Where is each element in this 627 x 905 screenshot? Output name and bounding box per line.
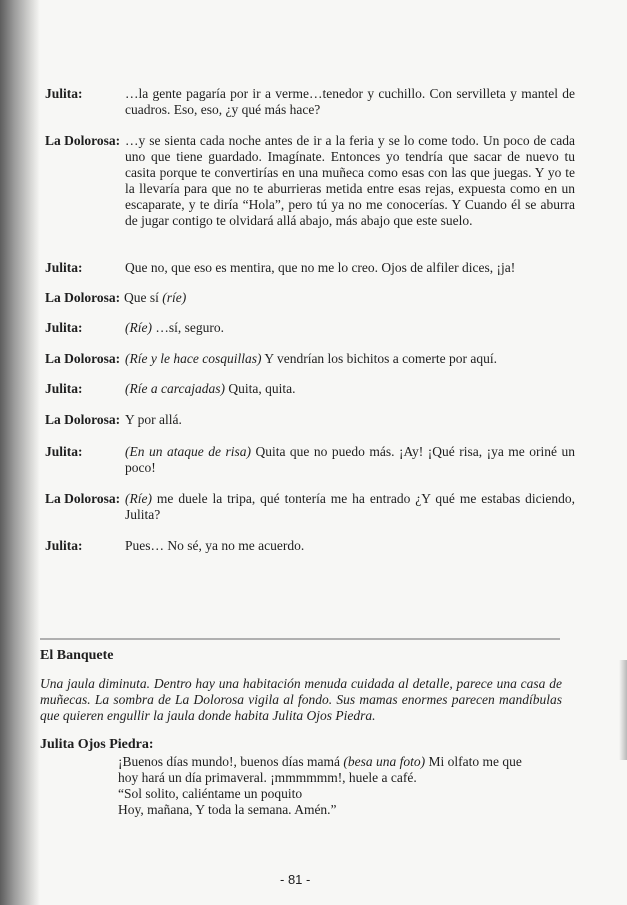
- page-number: - 81 -: [280, 872, 311, 887]
- speaker-label: Julita:: [45, 444, 83, 459]
- section-title: El Banquete: [40, 648, 114, 663]
- speaker-label: Julita:: [45, 381, 83, 396]
- speaker-label: Julita:: [45, 260, 83, 275]
- monologue: [118, 754, 568, 818]
- speaker-label: Julita:: [45, 86, 83, 101]
- book-gutter-shadow: [0, 0, 40, 905]
- dialogue-text: (En un ataque de risa) Quita que no puedo más. ¡Ay! ¡Qué risa, ¡ya me oriné un poco!: [125, 444, 576, 475]
- stage-direction: (Ríe a carcajadas): [125, 381, 225, 396]
- monologue-line: ¡Buenos días mundo!, buenos días mamá (besa una foto) Mi olfato me que: [118, 754, 522, 769]
- dialogue-text: …y se sienta cada noche antes de ir a la feria y se lo come todo. Un poco de cada uno que tiene guardado. Imagínate. Entonces yo tendría que sacar de nuevo tu casita porque te convertirías en una muñeca como esas con las que juegas. Y yo te la llevaría para que no te aburrieras metida entre esas rejas, expuesta como en un escaparate, y te diría “Hola”, pero tú ya no me conocerías. Y Cuando él se aburra de jugar contigo te olvidará allá abajo, más abajo que este suelo.: [125, 133, 575, 228]
- stage-direction: (Ríe y le hace cosquillas): [125, 351, 262, 366]
- monologue-line: Hoy, mañana, Y toda la semana. Amén.”: [118, 802, 337, 817]
- monologue-line: “Sol solito, caliéntame un poquito: [118, 786, 303, 801]
- dialogue-text: Que sí (ríe): [124, 290, 187, 305]
- speaker-label: La Dolorosa:: [45, 491, 121, 506]
- dialogue-text: …la gente pagaría por ir a verme…tenedor y cuchillo. Con servilleta y mantel de cuadros. Eso, eso, ¿y qué más hace?: [125, 86, 575, 117]
- dialogue-text: (Ríe y le hace cosquillas) Y vendrían los bichitos a comerte por aquí.: [125, 351, 498, 366]
- monologue-line: hoy hará un día primaveral. ¡mmmmmm!, huele a café.: [118, 770, 417, 785]
- speaker-label: La Dolorosa:: [45, 412, 121, 427]
- dialogue-text: Pues… No sé, ya no me acuerdo.: [125, 538, 305, 553]
- stage-direction: (Ríe): [125, 491, 152, 506]
- dialogue-text: Que no, que eso es mentira, que no me lo creo. Ojos de alfiler dices, ¡ja!: [125, 260, 516, 275]
- speaker-label: La Dolorosa:: [45, 290, 121, 305]
- stage-direction: (besa una foto): [343, 754, 426, 769]
- dialogue-text: (Ríe) …sí, seguro.: [125, 320, 224, 335]
- speaker-label: Julita:: [45, 538, 83, 553]
- page-edge-shadow: [619, 660, 627, 760]
- scene-description: Una jaula diminuta. Dentro hay una habitación menuda cuidada al detalle, parece una casa de muñecas. La sombra de La Dolorosa vigila al fondo. Sus mamas enormes parecen mandíbulas que quieren engullir la jaula donde habita Julita Ojos Piedra.: [40, 676, 562, 723]
- speaker-label: Julita Ojos Piedra:: [40, 737, 154, 752]
- speaker-label: Julita:: [45, 320, 83, 335]
- speaker-label: La Dolorosa:: [45, 133, 121, 148]
- stage-direction: (En un ataque de risa): [125, 444, 251, 459]
- section-divider: [40, 638, 560, 640]
- dialogue-text: (Ríe a carcajadas) Quita, quita.: [125, 381, 296, 396]
- speaker-label: La Dolorosa:: [45, 351, 121, 366]
- stage-direction: (ríe): [162, 290, 187, 305]
- dialogue-text: (Ríe) me duele la tripa, qué tontería me ha entrado ¿Y qué me estabas diciendo, Julita?: [125, 491, 575, 522]
- dialogue-text: Y por allá.: [125, 412, 182, 427]
- stage-direction: (Ríe): [125, 320, 152, 335]
